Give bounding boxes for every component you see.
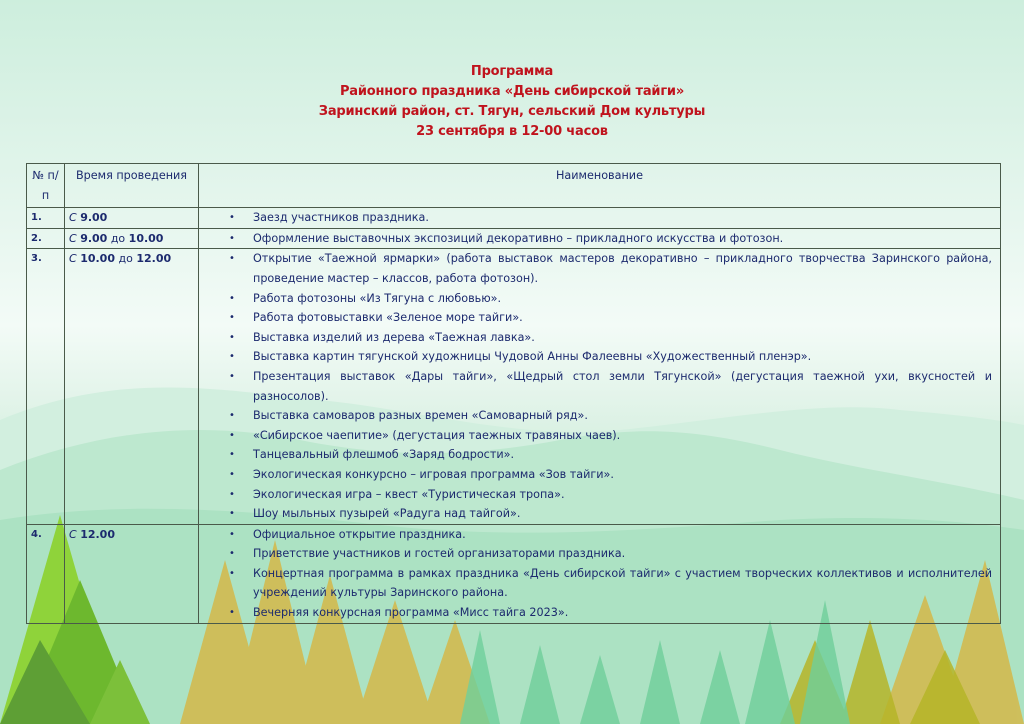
list-item <box>229 406 992 426</box>
bullet-icon: • <box>229 351 235 363</box>
bullet-icon: • <box>229 212 235 224</box>
document-title <box>0 62 1024 142</box>
header-name: Наименование <box>199 164 1001 208</box>
header-time: Время проведения <box>65 164 199 208</box>
activity-text: Официальное открытие праздника. <box>253 527 466 541</box>
bullet-icon: • <box>229 410 235 422</box>
time-separator: до <box>118 252 133 266</box>
row-time <box>65 249 199 524</box>
program-table <box>26 163 1001 624</box>
activity-text: Шоу мыльных пузырей «Радуга над тайгой». <box>253 507 521 521</box>
list-item <box>229 249 992 288</box>
list-item <box>229 485 992 505</box>
bullet-icon: • <box>229 508 235 520</box>
table-row <box>27 249 1001 524</box>
table-header-row <box>27 164 1001 208</box>
title-line-datetime: 23 сентября в 12-00 часов <box>416 124 608 139</box>
time-start: 10.00 <box>80 252 115 266</box>
table-row <box>27 208 1001 229</box>
bullet-icon: • <box>229 449 235 461</box>
activity-text: Вечерняя конкурсная программа «Мисс тайга 2023». <box>253 606 569 620</box>
title-line-program: Программа <box>470 64 554 79</box>
bullet-icon: • <box>229 370 235 382</box>
row-number: 1. <box>27 208 65 229</box>
row-number: 4. <box>27 524 65 623</box>
list-item <box>229 564 992 603</box>
time-start: 12.00 <box>80 527 115 541</box>
list-item <box>229 289 992 309</box>
activity-text: Презентация выставок «Дары тайги», «Щедрый стол земли Тягунской» (дегустация таежной ухи, вкусностей и разносолов). <box>253 369 992 403</box>
list-item <box>229 544 992 564</box>
table-row <box>27 228 1001 249</box>
bullet-icon: • <box>229 232 235 244</box>
time-prefix: С <box>69 231 77 245</box>
activity-text: Заезд участников праздника. <box>253 211 429 225</box>
bullet-icon: • <box>229 312 235 324</box>
activity-list <box>203 208 996 228</box>
bullet-icon: • <box>229 292 235 304</box>
activity-text: Выставка самоваров разных времен «Самоварный ряд». <box>253 409 588 423</box>
row-number: 3. <box>27 249 65 524</box>
activity-text: Экологическая конкурсно – игровая программа «Зов тайги». <box>253 467 614 481</box>
list-item <box>229 328 992 348</box>
bullet-icon: • <box>229 607 235 619</box>
time-prefix: С <box>69 211 77 225</box>
activity-text: Открытие «Таежной ярмарки» (работа выставок мастеров декоративно – прикладного творчества Заринского района, проведение мастер – классов, работа фотозон). <box>253 252 992 285</box>
row-activities <box>199 249 1001 524</box>
bullet-icon: • <box>229 468 235 480</box>
bullet-icon: • <box>229 528 235 540</box>
title-line-location: Заринский район, ст. Тягун, сельский Дом культуры <box>318 104 706 119</box>
time-start: 9.00 <box>80 231 108 245</box>
time-end: 12.00 <box>136 252 172 266</box>
bullet-icon: • <box>229 567 235 579</box>
activity-text: «Сибирское чаепитие» (дегустация таежных травяных чаев). <box>253 428 621 442</box>
header-num: № п/п <box>27 164 65 208</box>
time-prefix: С <box>69 527 77 541</box>
row-activities <box>199 208 1001 229</box>
activity-text: Приветствие участников и гостей организаторами праздника. <box>253 547 626 561</box>
table-row <box>27 524 1001 623</box>
row-number: 2. <box>27 228 65 249</box>
activity-text: Концертная программа в рамках праздника «День сибирской тайги» с участием творческих коллективов и исполнителей учреждений культуры Заринского района. <box>253 566 992 600</box>
list-item <box>229 367 992 406</box>
list-item <box>229 465 992 485</box>
bullet-icon: • <box>229 331 235 343</box>
time-start: 9.00 <box>80 211 108 225</box>
list-item <box>229 525 992 545</box>
time-separator: до <box>110 231 126 245</box>
activity-text: Работа фотовыставки «Зеленое море тайги». <box>253 311 523 325</box>
list-item <box>229 504 992 524</box>
activity-text: Работа фотозоны «Из Тягуна с любовью». <box>253 291 502 305</box>
list-item <box>229 208 992 228</box>
title-line-event: Районного праздника «День сибирской тайги» <box>339 84 685 99</box>
list-item <box>229 426 992 446</box>
bullet-icon: • <box>229 429 235 441</box>
list-item <box>229 445 992 465</box>
activity-list <box>203 525 996 623</box>
list-item <box>229 308 992 328</box>
activity-text: Выставка картин тягунской художницы Чудовой Анны Фалеевны «Художественный пленэр». <box>253 350 812 364</box>
activity-text: Танцевальный флешмоб «Заряд бодрости». <box>253 448 515 462</box>
activity-text: Оформление выставочных экспозиций декоративно – прикладного искусства и фотозон. <box>253 231 784 245</box>
activity-list <box>203 229 996 249</box>
activity-list <box>203 249 996 523</box>
bullet-icon: • <box>229 488 235 500</box>
time-prefix: С <box>69 252 77 266</box>
row-time <box>65 228 199 249</box>
list-item <box>229 603 992 623</box>
list-item <box>229 347 992 367</box>
row-activities <box>199 524 1001 623</box>
time-end: 10.00 <box>128 231 164 245</box>
list-item <box>229 229 992 249</box>
bullet-icon: • <box>229 253 235 265</box>
bullet-icon: • <box>229 548 235 560</box>
row-activities <box>199 228 1001 249</box>
activity-text: Выставка изделий из дерева «Таежная лавка». <box>253 330 535 344</box>
activity-text: Экологическая игра – квест «Туристическая тропа». <box>253 487 565 501</box>
row-time <box>65 208 199 229</box>
row-time <box>65 524 199 623</box>
